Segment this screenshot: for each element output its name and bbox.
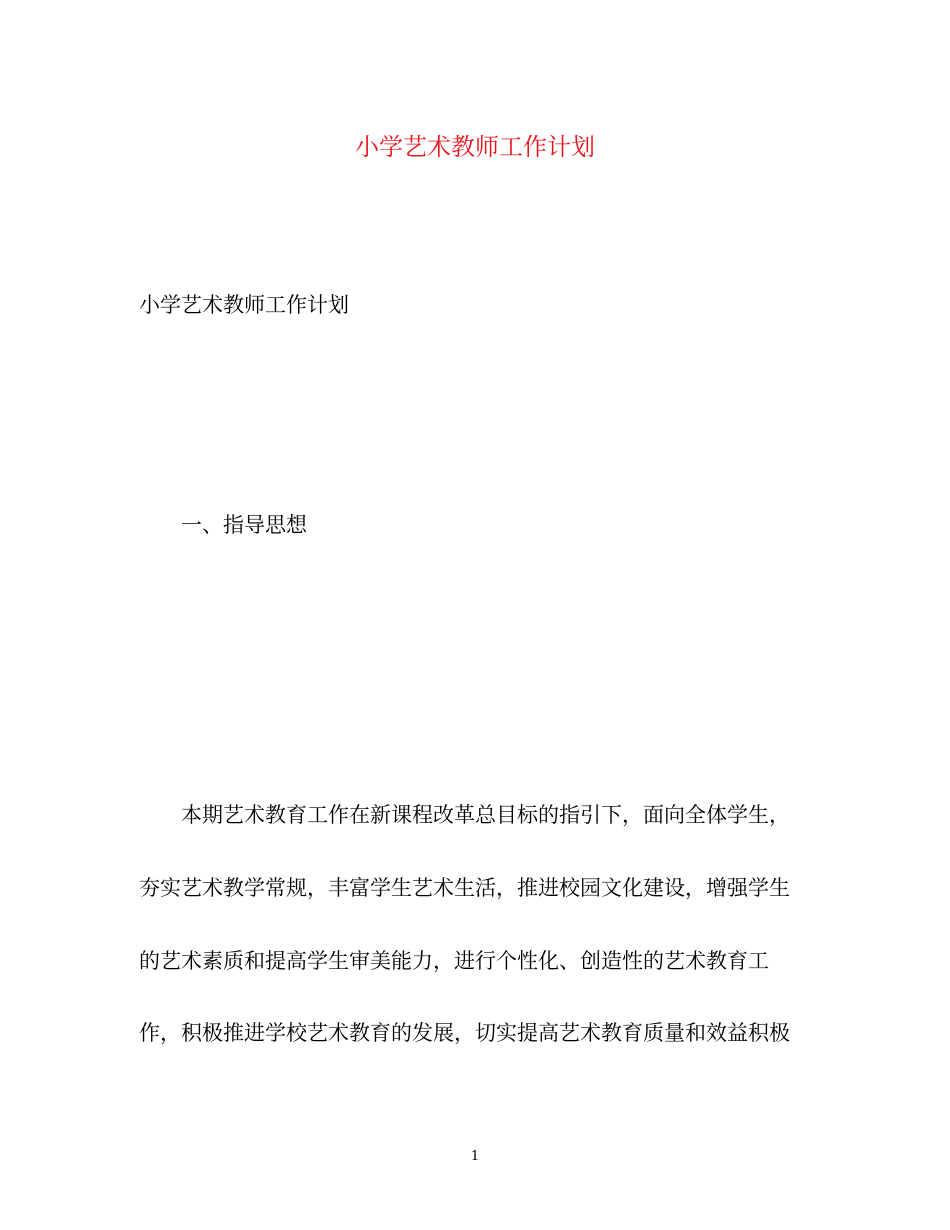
paragraph-line: 作，积极推进学校艺术教育的发展，切实提高艺术教育质量和效益积极	[139, 1021, 790, 1045]
paragraph-line: 本期艺术教育工作在新课程改革总目标的指引下，面向全体学生，	[181, 803, 790, 827]
paragraph-line: 的艺术素质和提高学生审美能力，进行个性化、创造性的艺术教育工	[139, 949, 769, 973]
section-heading: 一、指导思想	[181, 513, 307, 537]
paragraph-line: 夯实艺术教学常规，丰富学生艺术生活，推进校园文化建设，增强学生	[139, 876, 790, 900]
document-title: 小学艺术教师工作计划	[355, 133, 595, 161]
document-subtitle: 小学艺术教师工作计划	[139, 293, 349, 317]
page-number: 1	[470, 1149, 480, 1164]
